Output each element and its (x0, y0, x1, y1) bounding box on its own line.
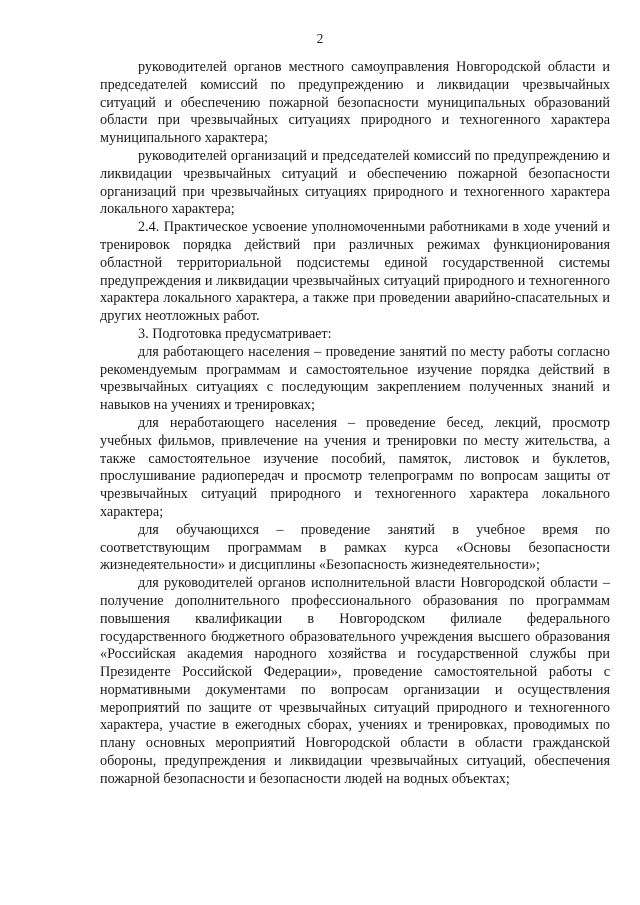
page-number: 2 (316, 31, 324, 46)
paragraph-organization-heads: руководителей организаций и председателей комиссий по предупреждению и ликвидации чрезвычайных ситуаций и обеспечению пожарной безопасности организаций при чрезвычайных ситуациях природного и техногенного характера локального характера; (100, 147, 610, 218)
paragraph-non-working-population: для неработающего населения – проведение бесед, лекций, просмотр учебных фильмов, привлечение на учения и тренировки по месту жительства, а также самостоятельное изучение пособий, памяток, листовок и буклетов, прослушивание радиопередач и просмотр телепрограмм по вопросам защиты от чрезвычайных ситуаций природного и техногенного характера локального характера; (100, 414, 610, 520)
paragraph-2-4: 2.4. Практическое усвоение уполномоченными работниками в ходе учений и тренировок порядка действий при различных режимах функционирования областной территориальной подсистемы единой государственной системы предупреждения и ликвидации чрезвычайных ситуаций природного и техногенного характера локального характера, а также при проведении аварийно-спасательных и других неотложных работ. (100, 219, 610, 325)
paragraph-executive-heads: для руководителей органов исполнительной власти Новгородской области – получение дополнительного профессионального образования по программам повышения квалификации в Новгородском филиале федерального государственного бюджетного образовательного учреждения высшего образования «Российская академия народного хозяйства и государственной службы при Президенте Российской Федерации», проведение самостоятельной работы с нормативными документами по вопросам организации и осуществления мероприятий по защите от чрезвычайных ситуаций природного и техногенного характера, участие в ежегодных сборах, учениях и тренировках, проводимых по плану основных мероприятий Новгородской области в области гражданской обороны, предупреждения и ликвидации чрезвычайных ситуаций, обеспечения пожарной безопасности и безопасности людей на водных объектах; (100, 575, 610, 787)
paragraph-students: для обучающихся – проведение занятий в учебное время по соответствующим программам в рамках курса «Основы безопасности жизнедеятельности» и дисциплины «Безопасность жизнедеятельности»; (100, 521, 610, 574)
document-body (100, 59, 610, 789)
paragraph-working-population: для работающего населения – проведение занятий по месту работы согласно рекомендуемым программам и самостоятельное изучение порядка действий в чрезвычайных ситуациях с последующим закреплением полученных знаний и навыков на учениях и тренировках; (100, 343, 610, 414)
paragraph-3-heading: 3. Подготовка предусматривает: (138, 325, 332, 342)
paragraph-municipal-heads: руководителей органов местного самоуправления Новгородской области и председателей комиссий по предупреждению и ликвидации чрезвычайных ситуаций и обеспечению пожарной безопасности муниципальных образований области при чрезвычайных ситуациях природного и техногенного характера муниципального характера; (100, 59, 610, 147)
